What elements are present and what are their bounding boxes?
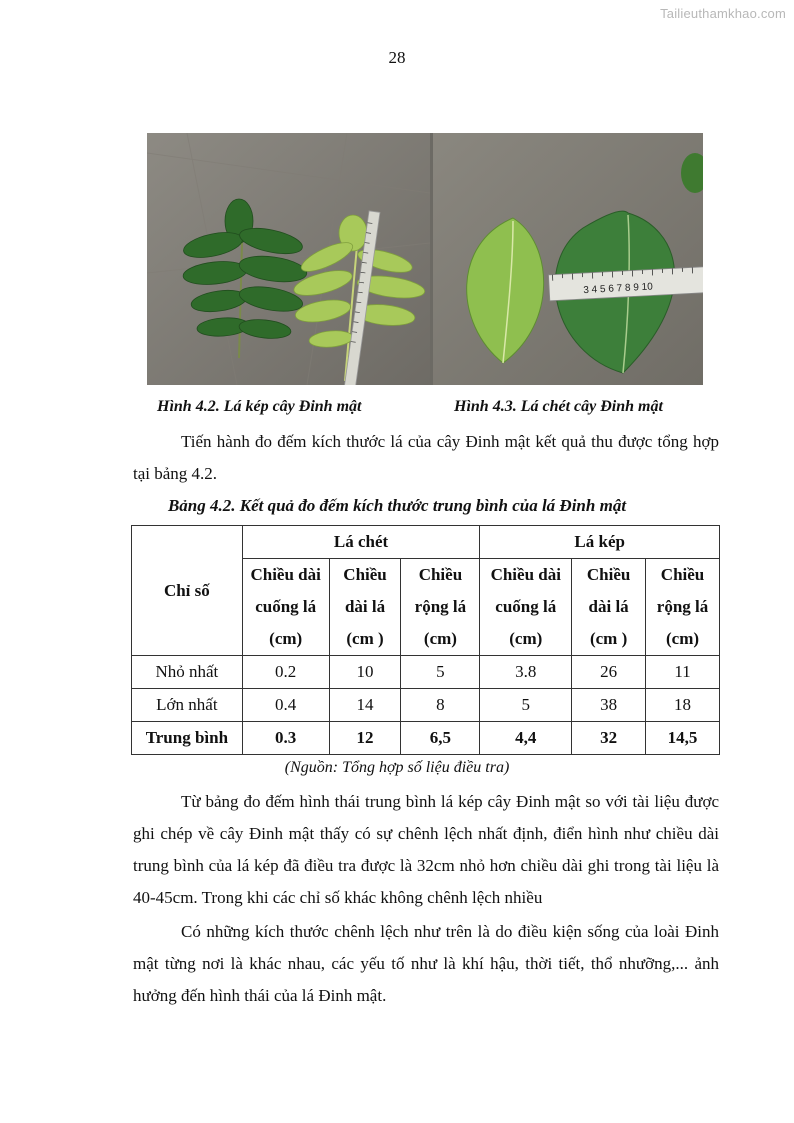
table-cell: 32 xyxy=(572,722,646,755)
table-cell: 8 xyxy=(401,689,480,722)
column-header: Chiều dài lá (cm ) xyxy=(329,559,401,656)
comparison-paragraph: Từ bảng đo đếm hình thái trung bình lá kép cây Đinh mật so với tài liệu được ghi chép về cây Đinh mật thấy có sự chênh lệch nhất định, điển hình như chiều dài trung bình của lá kép đã điều tra được là 32cm nhỏ hơn chiều dài ghi trong tài liệu là 40-45cm. Trong khi các chỉ số khác không chênh lệch nhiều xyxy=(133,792,719,907)
table-cell: 10 xyxy=(329,656,401,689)
caption-leaflet: Hình 4.3. Lá chét cây Đinh mật xyxy=(454,398,663,415)
table-cell: 12 xyxy=(329,722,401,755)
table-cell: 0.3 xyxy=(242,722,329,755)
column-header: Chiều dài lá (cm ) xyxy=(572,559,646,656)
ruler-numbers: 3 4 5 6 7 8 9 10 xyxy=(583,281,654,297)
leaflet-photo xyxy=(433,133,703,385)
table-cell: 26 xyxy=(572,656,646,689)
row-label: Nhỏ nhất xyxy=(132,656,243,689)
table-title: Bảng 4.2. Kết quả đo đếm kích thước trung bình của lá Đinh mật xyxy=(167,496,627,515)
table-cell: 0.4 xyxy=(242,689,329,722)
table-cell: 5 xyxy=(480,689,572,722)
table-cell: 38 xyxy=(572,689,646,722)
table-cell: 3.8 xyxy=(480,656,572,689)
table-row-average xyxy=(132,722,720,755)
table-cell: 11 xyxy=(646,656,720,689)
caption-compound-leaf: Hình 4.2. Lá kép cây Đinh mật xyxy=(157,398,362,415)
watermark: Tailieuthamkhao.com xyxy=(660,6,786,21)
row-header-cell: Chỉ số xyxy=(132,526,243,656)
table-row xyxy=(132,689,720,722)
column-header: Chiều rộng lá (cm) xyxy=(401,559,480,656)
table-cell: 4,4 xyxy=(480,722,572,755)
column-header: Chiều rộng lá (cm) xyxy=(646,559,720,656)
table-row xyxy=(132,656,720,689)
page-number: 28 xyxy=(388,48,406,67)
compound-leaf-photo xyxy=(147,133,430,385)
row-label: Lớn nhất xyxy=(132,689,243,722)
table-cell: 14,5 xyxy=(646,722,720,755)
explanation-paragraph: Có những kích thước chênh lệch như trên là do điều kiện sống của loài Đinh mật từng nơi là khác nhau, các yếu tố như là khí hậu, thời tiết, thổ nhưỡng,... ảnh hưởng đến hình thái của lá Đinh mật. xyxy=(133,922,719,1005)
row-label: Trung bình xyxy=(132,722,243,755)
group-header-leaflet: Lá chét xyxy=(242,526,480,559)
figure-photos xyxy=(147,133,703,385)
column-header: Chiều dài cuống lá (cm) xyxy=(242,559,329,656)
table-cell: 5 xyxy=(401,656,480,689)
table-cell: 14 xyxy=(329,689,401,722)
table-cell: 18 xyxy=(646,689,720,722)
table-source: (Nguồn: Tổng hợp số liệu điều tra) xyxy=(284,759,510,776)
column-header: Chiều dài cuống lá (cm) xyxy=(480,559,572,656)
intro-paragraph: Tiến hành đo đếm kích thước lá của cây Đinh mật kết quả thu được tổng hợp tại bảng 4.2. xyxy=(133,432,719,483)
leaf-measurement-table xyxy=(131,525,720,755)
table-cell: 0.2 xyxy=(242,656,329,689)
table-cell: 6,5 xyxy=(401,722,480,755)
group-header-compound: Lá kép xyxy=(480,526,720,559)
